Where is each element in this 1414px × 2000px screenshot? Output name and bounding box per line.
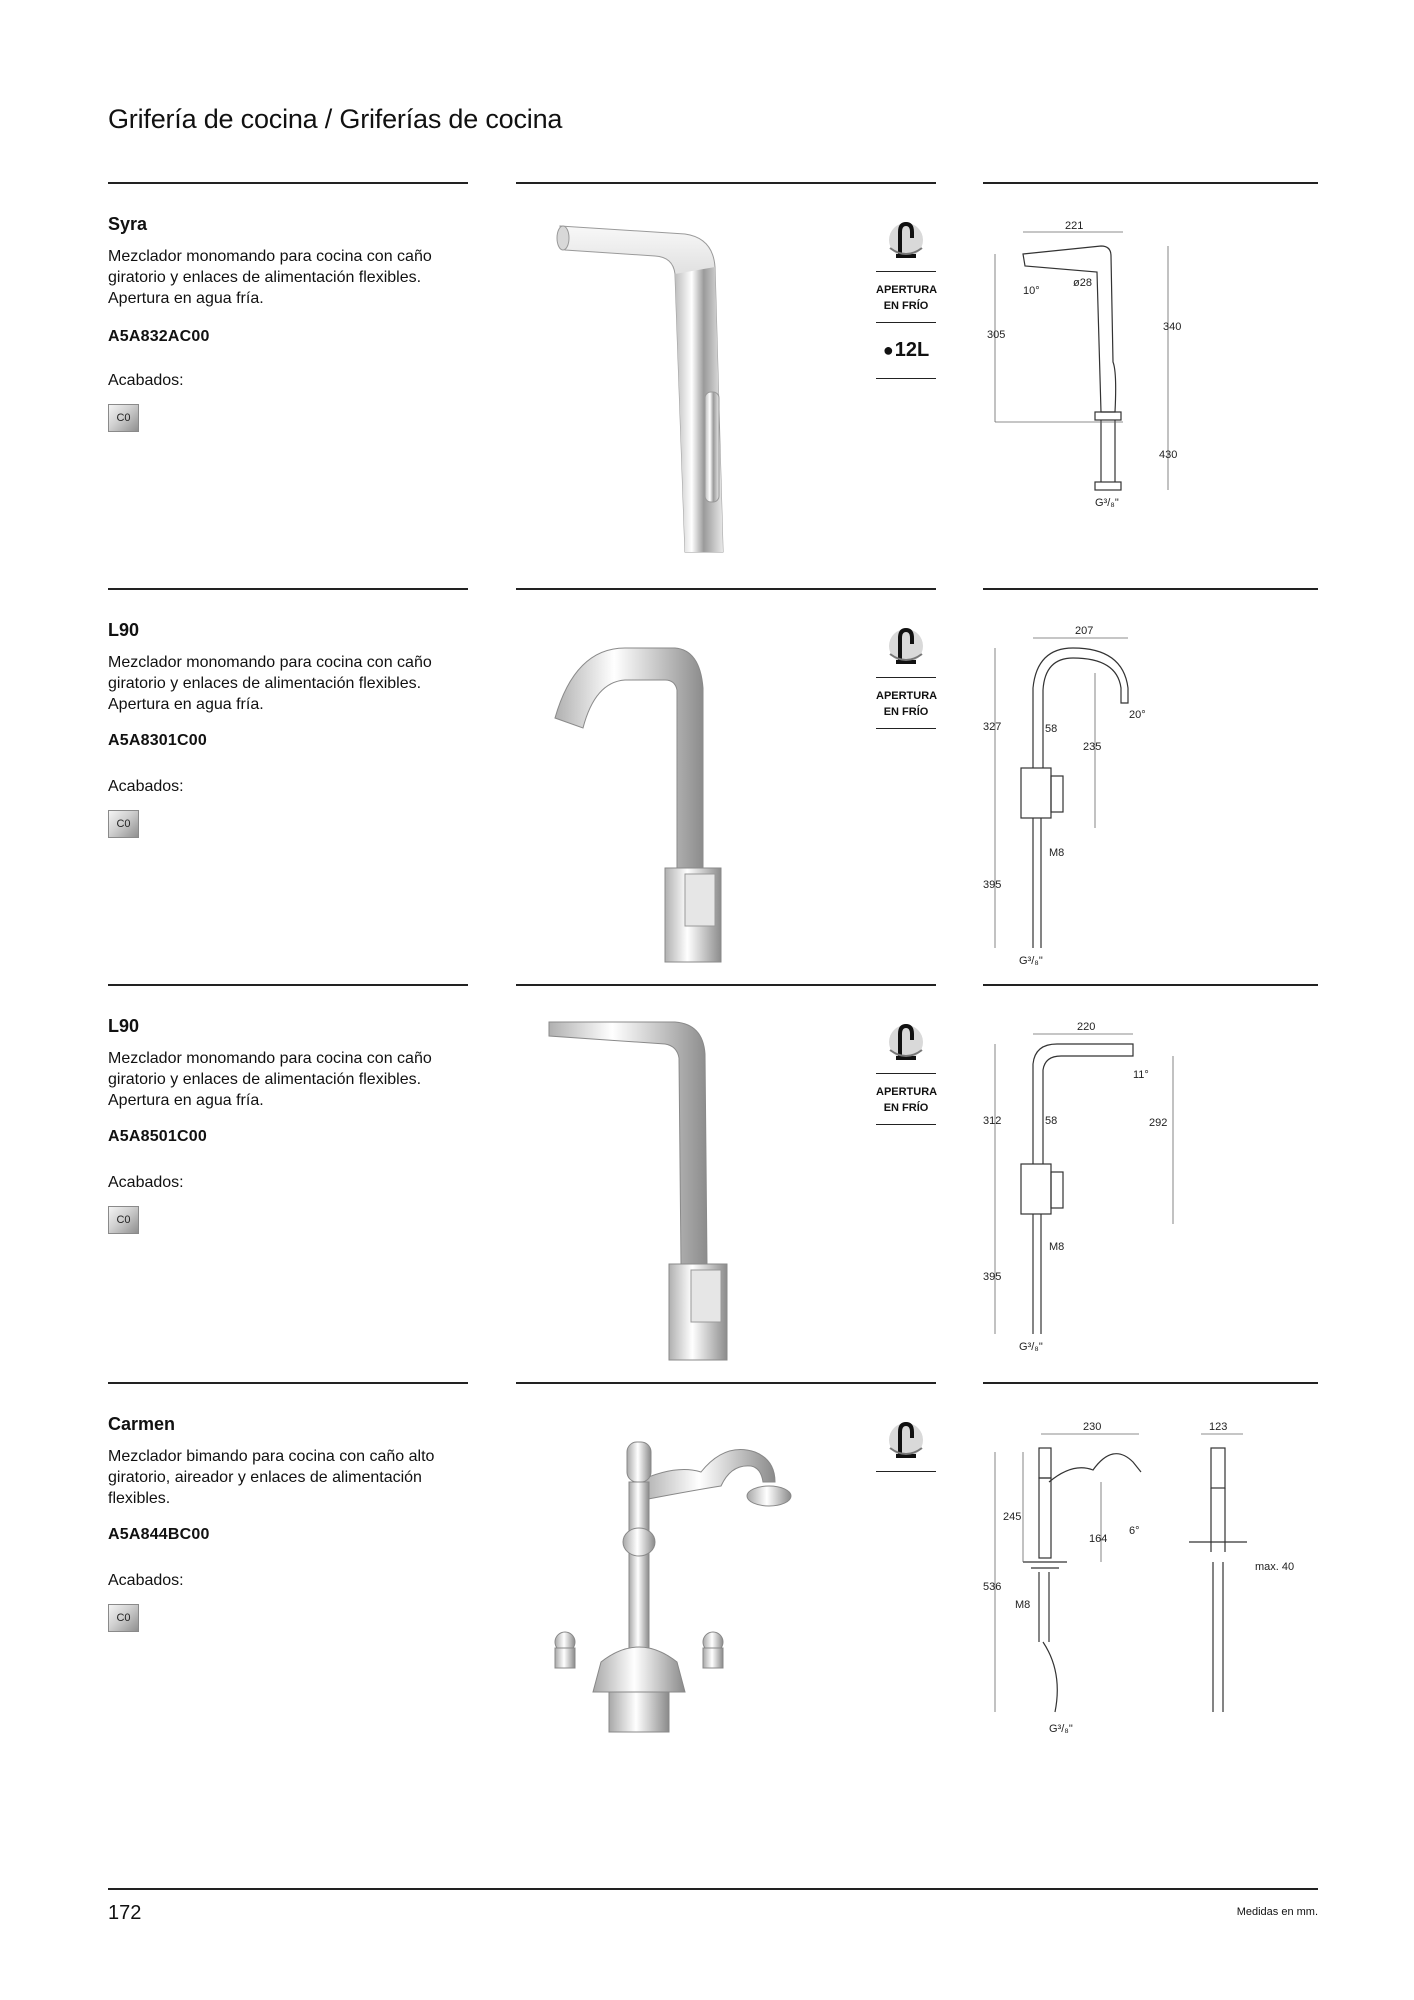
product-reference: A5A844BC00 [108, 1526, 210, 1543]
finish-label: Acabados: [108, 372, 184, 389]
dim-diameter: ø28 [1073, 277, 1092, 289]
divider [108, 984, 468, 986]
dim-height: 292 [1149, 1117, 1168, 1129]
dim-max-deck: max. 40 [1255, 1561, 1295, 1573]
technical-drawing-carmen [983, 1412, 1318, 1752]
page-number: 172 [108, 1902, 142, 1924]
dim-angle: 10° [1023, 285, 1040, 297]
swivel-spout-icon [876, 618, 936, 678]
dim-width: 230 [1083, 1421, 1102, 1433]
dim-height: 235 [1083, 741, 1102, 753]
dim-height-total: 340 [1163, 321, 1182, 333]
technical-drawing-syra [983, 212, 1318, 552]
dim-width: 207 [1075, 625, 1094, 637]
feature-icons [876, 212, 936, 379]
finish-swatch-chrome[interactable]: C0 [108, 404, 139, 432]
dim-width: 221 [1065, 220, 1084, 232]
product-name: Syra [108, 214, 148, 234]
divider [108, 588, 468, 590]
dim-stud: M8 [1049, 1241, 1065, 1253]
divider [983, 588, 1318, 590]
swivel-spout-icon [876, 1014, 936, 1074]
footer-divider [108, 1888, 1318, 1890]
dim-height: 245 [1003, 1511, 1022, 1523]
dim-thread: G³/₈" [1095, 497, 1119, 509]
product-reference: A5A8501C00 [108, 1128, 207, 1145]
faucet-photo-carmen [525, 1412, 855, 1752]
dim-hose: 395 [983, 1271, 1002, 1283]
dim-body: 58 [1045, 723, 1058, 735]
swivel-spout-icon [876, 1412, 936, 1472]
technical-drawing-l90-angular [983, 1014, 1318, 1354]
divider [516, 984, 936, 986]
product-description: Mezclador bimando para cocina con caño alto giratorio, aireador y enlaces de alimentación flexibles. [108, 1448, 435, 1507]
product-carmen [0, 1382, 1414, 1762]
product-name: Carmen [108, 1414, 176, 1434]
dim-hose: 430 [1159, 449, 1178, 461]
dim-height-total: 327 [983, 721, 1002, 733]
dim-spout-height: 164 [1089, 1533, 1108, 1545]
product-name: L90 [108, 620, 140, 640]
product-description: Mezclador monomando para cocina con caño giratorio y enlaces de alimentación flexibles. Apertura en agua fría. [108, 1050, 432, 1109]
product-syra [0, 182, 1414, 562]
cold-open-icon: APERTURA EN FRÍO [876, 272, 936, 323]
divider [516, 182, 936, 184]
dim-thread: G³/₈" [1049, 1723, 1073, 1735]
dim-angle: 20° [1129, 709, 1146, 721]
finish-label: Acabados: [108, 778, 184, 795]
water-drop-icon: ● [882, 340, 894, 360]
product-reference: A5A8301C00 [108, 732, 207, 749]
faucet-photo-syra [525, 212, 855, 552]
finish-swatch-chrome[interactable]: C0 [108, 1604, 139, 1632]
finish-label: Acabados: [108, 1174, 184, 1191]
product-l90-angular [0, 984, 1414, 1364]
dim-angle: 11° [1133, 1069, 1149, 1081]
dim-angle: 6° [1129, 1525, 1140, 1537]
dim-stud: M8 [1049, 847, 1065, 859]
dim-thread: G³/₈" [1019, 1341, 1043, 1353]
product-reference: A5A832AC00 [108, 328, 210, 345]
dim-height-total: 312 [983, 1115, 1002, 1127]
technical-drawing-l90-curved [983, 618, 1318, 967]
finish-swatch-chrome[interactable]: C0 [108, 810, 139, 838]
divider [516, 1382, 936, 1384]
product-l90-curved [0, 588, 1414, 968]
dim-side-width: 123 [1209, 1421, 1228, 1433]
page-title: Grifería de cocina / Griferías de cocina [108, 104, 563, 134]
finish-label: Acabados: [108, 1572, 184, 1589]
faucet-photo-l90-angular [525, 1014, 855, 1354]
dim-hose: 395 [983, 879, 1002, 891]
flow-rate-icon: ● 12L [876, 323, 936, 379]
product-description: Mezclador monomando para cocina con caño giratorio y enlaces de alimentación flexibles. Apertura en agua fría. [108, 248, 432, 307]
cold-open-icon: APERTURA EN FRÍO [876, 1074, 936, 1125]
faucet-photo-l90-curved [525, 618, 855, 958]
divider [983, 1382, 1318, 1384]
divider [108, 182, 468, 184]
divider [516, 588, 936, 590]
product-name: L90 [108, 1016, 140, 1036]
dim-body: 58 [1045, 1115, 1058, 1127]
divider [983, 984, 1318, 986]
divider [108, 1382, 468, 1384]
dim-width: 220 [1077, 1021, 1096, 1033]
feature-icons [876, 1412, 936, 1472]
cold-open-icon: APERTURA EN FRÍO [876, 678, 936, 729]
feature-icons [876, 618, 936, 729]
feature-icons [876, 1014, 936, 1125]
divider [983, 182, 1318, 184]
product-description: Mezclador monomando para cocina con caño giratorio y enlaces de alimentación flexibles. Apertura en agua fría. [108, 654, 432, 713]
finish-swatch-chrome[interactable]: C0 [108, 1206, 139, 1234]
swivel-spout-icon [876, 212, 936, 272]
footer-note: Medidas en mm. [1236, 1906, 1318, 1918]
dim-stud: M8 [1015, 1599, 1031, 1611]
dim-height-total: 536 [983, 1581, 1002, 1593]
dim-height: 305 [987, 329, 1006, 341]
dim-thread: G³/₈" [1019, 955, 1043, 967]
